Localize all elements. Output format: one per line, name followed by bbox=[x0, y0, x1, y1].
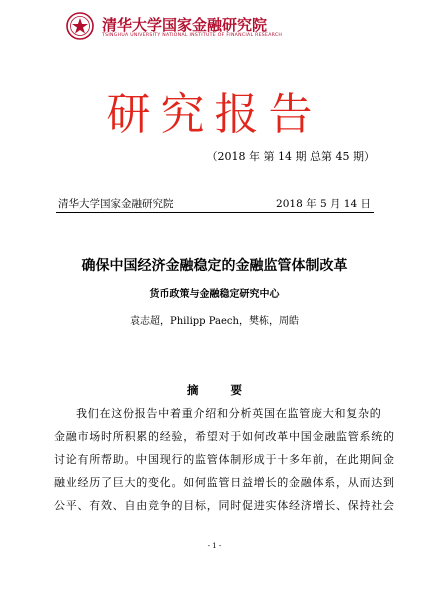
abstract-line: 金融市场时所积累的经验，希望对于如何改革中国金融监管系统的 bbox=[54, 430, 395, 443]
publish-date: 2018 年 5 月 14 日 bbox=[276, 198, 371, 210]
tsinghua-seal-icon bbox=[66, 12, 94, 40]
abstract-line: 讨论有所帮助。中国现行的监管体制形成于十多年前，在此期间金 bbox=[54, 453, 395, 466]
paper-title: 确保中国经济金融稳定的金融监管体制改革 bbox=[81, 258, 348, 274]
page-number: - 1 - bbox=[207, 542, 222, 550]
publisher-name: 清华大学国家金融研究院 bbox=[58, 198, 174, 210]
authors: 袁志超，Philipp Paech，樊栋，周皓 bbox=[130, 316, 299, 327]
abstract-line: 公平、有效、自由竞争的目标，同时促进实体经济增长、保持社会 bbox=[54, 499, 395, 512]
research-center: 货币政策与金融稳定研究中心 bbox=[149, 289, 280, 300]
abstract-line: 我们在这份报告中着重介绍和分析英国在监管庞大和复杂的 bbox=[76, 407, 382, 420]
report-title: 研究报告 bbox=[106, 89, 323, 140]
issue-number: （2018 年 第 14 期 总第 45 期） bbox=[206, 150, 375, 163]
institute-logo bbox=[66, 12, 366, 44]
institute-name-en: TSINGHUA UNIVERSITY NATIONAL INSTITUTE OF FINANCIAL RESEARCH bbox=[102, 33, 283, 38]
institute-name-cn: 清华大学国家金融研究院 bbox=[102, 16, 268, 34]
header-divider bbox=[56, 212, 374, 213]
abstract-heading: 摘 要 bbox=[186, 383, 256, 397]
abstract-line: 融业经历了巨大的变化。如何监管日益增长的金融体系，从而达到 bbox=[54, 476, 395, 489]
